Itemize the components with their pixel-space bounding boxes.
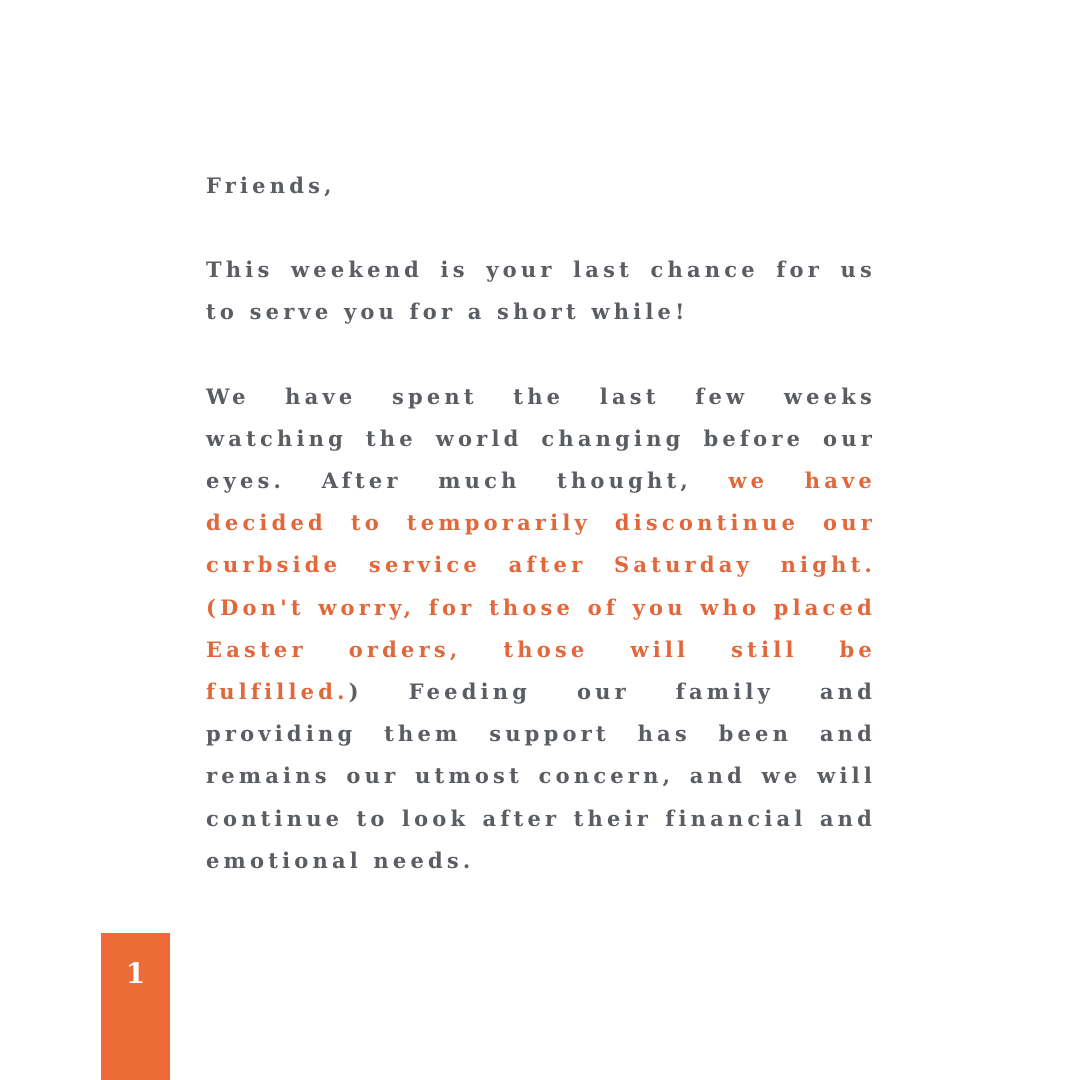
page-number: 1 [125,957,146,990]
page-number-tab [101,933,170,1080]
paragraph-2-intro: We have spent the last few weeks watching the world changing before our eyes. After much thought, [206,383,876,494]
letter-paragraph-2 [206,376,876,882]
paragraph-2-outro: Feeding our family and providing them support has been and remains our utmost concern, and we will continue to look after their financial and emotional needs. [206,679,876,873]
letter-body [206,165,876,924]
letter-greeting: Friends, [206,173,336,198]
paragraph-2-highlight: we have decided to temporarily discontinue our curbside service after Saturday night. (Don't worry, for those of you who placed Easter orders, those will still be fulfilled. [206,468,876,705]
paragraph-2-closing-paren: ) [348,679,363,705]
letter-paragraph-1: This weekend is your last chance for us to serve you for a short while! [206,257,876,325]
